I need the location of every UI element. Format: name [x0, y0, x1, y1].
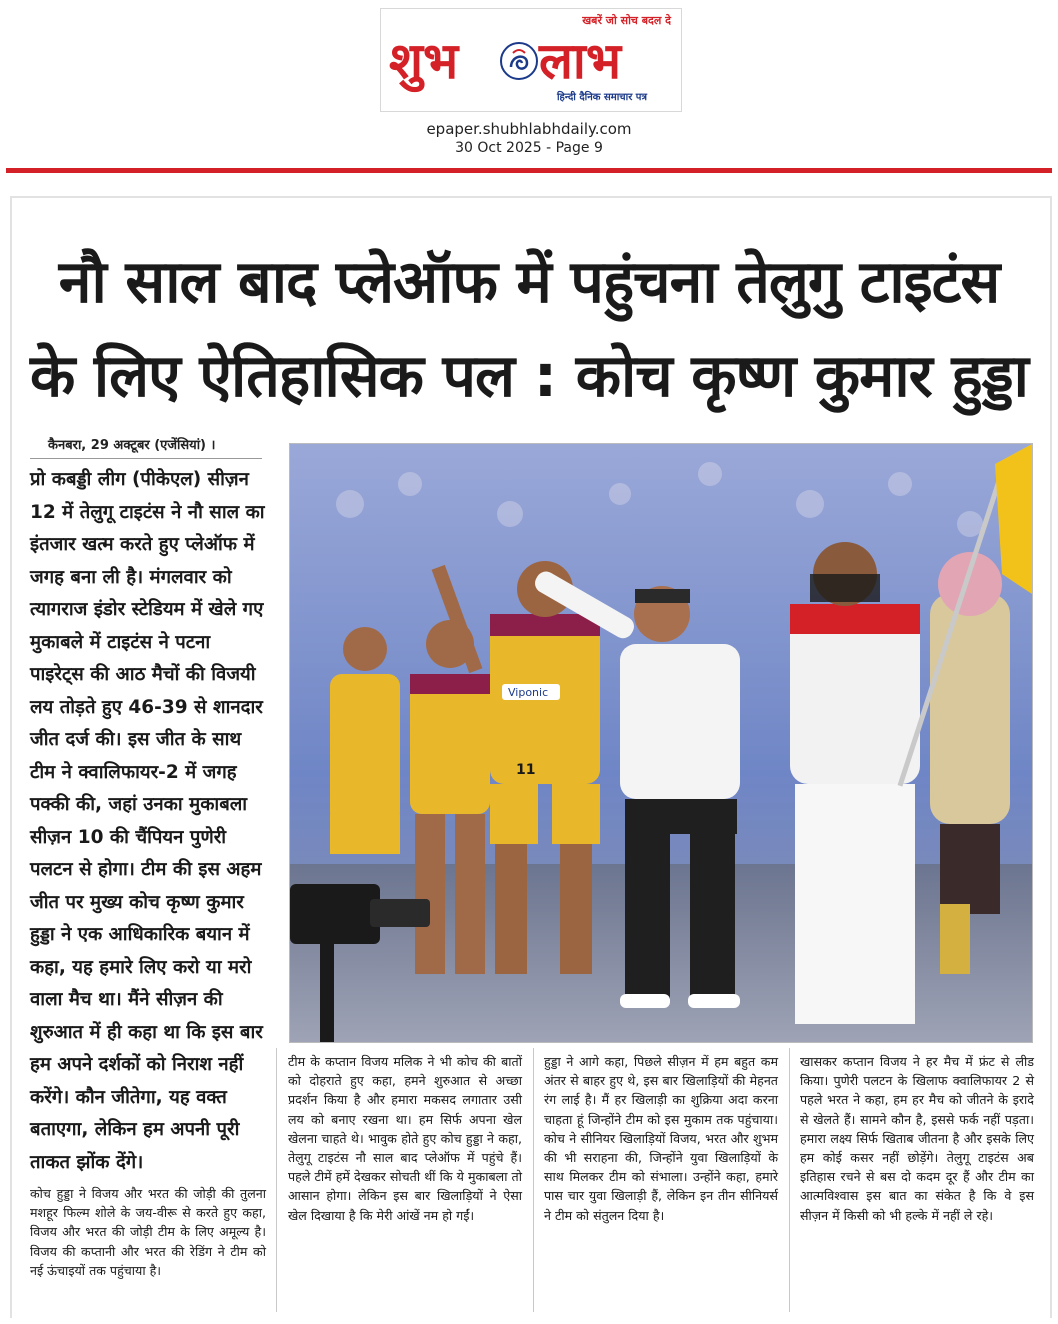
mascot-figure: [930, 552, 1010, 974]
masthead-logo: [380, 8, 682, 112]
article-column-4: खासकर कप्तान विजय ने हर मैच में फ्रंट से लीड किया। पुणेरी पलटन के खिलाफ क्वालिफायर 2 से पहले भरत ने कहा, हम हर मैच को जीतने के इरादे से खेलते हैं। सामने कौन है, इससे फर्क नहीं पड़ता। हमारा लक्ष्य सिर्फ खिताब जीतना है और इसके लिए हम कोई कसर नहीं छोड़ेंगे। तेलुगू टाइटंस अब इतिहास रचने से बस दो कदम दूर हैं और टीम का आत्मविश्वास इस बात का संकेत है कि वे इस सीज़न में किसी को भी हल्के में नहीं ले रहे।: [800, 1054, 1034, 1223]
edition-date-page: 30 Oct 2025 - Page 9: [455, 140, 603, 156]
header-divider: [6, 168, 1052, 173]
dateline: कैनबरा, 29 अक्टूबर (एजेंसियां) ।: [48, 438, 216, 453]
article-column-1: कोच हुड्डा ने विजय और भरत की जोड़ी की तुलना मशहूर फिल्म शोले के जय-वीरू से करते हुए कहा, विजय और भरत की जोड़ी टीम के लिए अमूल्य है। विजय की कप्तानी और भरत की रेडिंग ने टीम को नई ऊंचाइयों तक पहुंचाया है।: [30, 1186, 266, 1278]
article-photo: [289, 443, 1033, 1043]
headline-line-2: के लिए ऐतिहासिक पल : कोच कृष्ण कुमार हुड्डा: [30, 341, 1028, 410]
jersey-number: 11: [516, 762, 536, 778]
logo-text-labh: लाभ: [539, 31, 621, 90]
headline-line-1: नौ साल बाद प्लेऑफ में पहुंचना तेलुगु टाइटंस: [58, 247, 1000, 316]
team-celebration-illustration: [290, 444, 1032, 1042]
column-divider: [276, 1048, 277, 1312]
article-column-2: टीम के कप्तान विजय मलिक ने भी कोच की बातों को दोहराते हुए कहा, हमने शुरुआत से अच्छा प्रदर्शन किया है और हमारा मकसद लगातार उसी लय को बनाए रखना था। हम सिर्फ अपना खेल खेलना चाहते थे। भावुक होते हुए कोच हुड्डा ने कहा, तेलुगू टाइटंस नौ साल बाद प्लेऑफ में पहुंचे हैं। पहले टीमें हमें देखकर सोचती थीं कि ये मुकाबला तो आसान होगा। लेकिन इस बार खिलाड़ियों ने ऐसा खेल दिखाया है कि मेरी आंखें नम हो गईं।: [288, 1054, 522, 1223]
dateline-divider: [30, 458, 262, 459]
ganesh-logo-icon: [497, 39, 541, 83]
column-divider: [533, 1048, 534, 1312]
masthead-subtagline: हिन्दी दैनिक समाचार पत्र: [556, 92, 647, 103]
masthead-tagline: खबरें जो सोच बदल दे: [582, 14, 671, 27]
lead-paragraph: प्रो कबड्डी लीग (पीकेएल) सीज़न 12 में तेलुगू टाइटंस ने नौ साल का इंतजार खत्म करते हुए प्लेऑफ में जगह बना ली है। मंगलवार को त्यागराज इंडोर स्टेडियम में खेले गए मुकाबले में टाइटंस ने पटना पाइरेट्स की आठ मैचों की विजयी लय तोड़ते हुए 46-39 से शानदार जीत दर्ज की। इस जीत के साथ टीम ने क्वालिफायर-2 में जगह पक्की की, जहां उनका मुकाबला सीज़न 10 की चैंपियन पुणेरी पलटन से होगा। टीम की इस अहम जीत पर मुख्य कोच कृष्ण कुमार हुड्डा ने एक आधिकारिक बयान में कहा, यह हमारे लिए करो या मरो वाला मैच था। मैंने सीज़न की शुरुआत में ही कहा था कि इस बार हम अपने दर्शकों को निराश नहीं करेंगे। कौन जीतेगा, यह वक्त बताएगा, लेकिन हम अपनी पूरी ताकत झोंक देंगे।: [30, 469, 265, 1173]
column-divider: [789, 1048, 790, 1312]
jersey-sponsor-text: Viponic: [508, 686, 549, 699]
article-column-3: हुड्डा ने आगे कहा, पिछले सीज़न में हम बहुत कम अंतर से बाहर हुए थे, इस बार खिलाड़ियों की मेहनत रंग लाई है। मैं हर खिलाड़ी का शुक्रिया अदा करना चाहता हूं जिन्होंने टीम को इस मुकाम तक पहुंचाया। कोच ने सीनियर खिलाड़ियों विजय, भरत और शुभम की भी सराहना की, जिन्होंने युवा खिलाड़ियों के साथ मिलकर टीम को संभाला। उन्होंने कहा, हमारे पास चार युवा खिलाड़ी हैं, लेकिन इन तीन सीनियर्स ने टीम को संतुलन दिया है।: [544, 1054, 778, 1223]
epaper-site-url[interactable]: epaper.shubhlabhdaily.com: [426, 120, 632, 138]
logo-text-shubh: शुभ: [389, 31, 459, 90]
